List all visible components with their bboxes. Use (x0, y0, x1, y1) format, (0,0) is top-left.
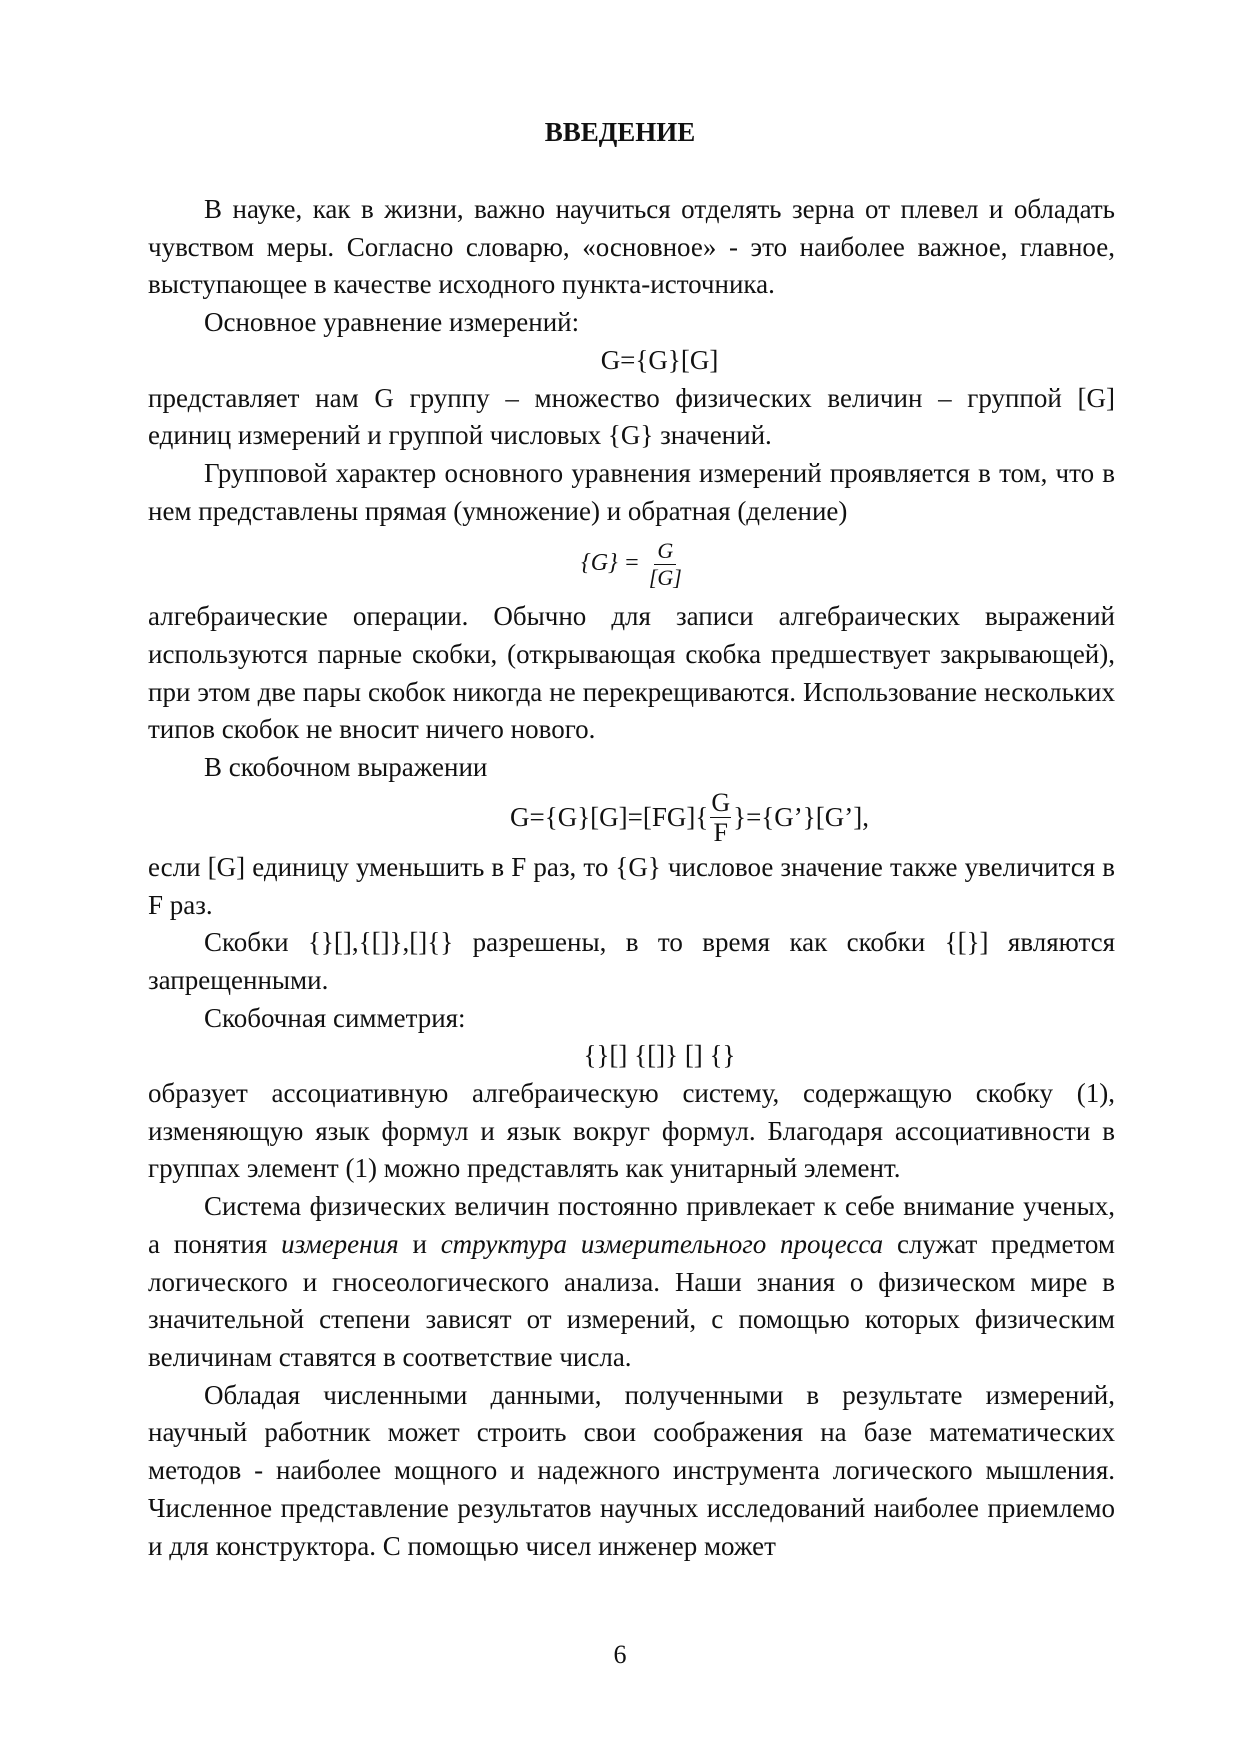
paragraph-equation-intro: Основное уравнение измерений: (204, 307, 580, 338)
fraction-denominator: [G] (648, 564, 682, 590)
formula-right-part: }={G’}[G’], (733, 801, 869, 832)
text-run: и (398, 1228, 441, 1259)
fraction-numerator: G (711, 787, 731, 817)
paragraph-numerical-data: Обладая численными данными, полученными в результате измерений, научный работник может строить свои соображения на базе математических методов - наиболее мощного и надежного инструмента логического мышления. Численное представление результатов научных исследований наиболее приемлемо и для конструктора. С помощью чисел инженер может (148, 1379, 1115, 1561)
paragraph-bracket-expression: В скобочном выражении (204, 752, 488, 783)
fraction (646, 537, 685, 590)
section-heading: ВВЕДЕНИЕ (544, 117, 696, 147)
paragraph-bracket-symmetry: Скобочная симметрия: (204, 1002, 466, 1033)
fraction (710, 787, 731, 847)
formula-fraction-lhs: {G} = (581, 550, 640, 577)
text-run: Система физических величин постоянно привлекает к себе внимание ученых, а понятия (148, 1191, 1115, 1259)
formula-bracket-symmetry: {}[] {[]} [] {} (583, 1040, 736, 1071)
paragraph-associative-system: образует ассоциативную алгебраическую систему, содержащую скобку (1), изменяющую язык формул и язык вокруг формул. Благодаря ассоциативности в группах элемент (1) можно представлять как унитарный элемент. (148, 1078, 1115, 1184)
formula-bracket-expression (148, 787, 1115, 849)
fraction-denominator: F (713, 817, 728, 847)
fraction-numerator: G (654, 540, 676, 565)
page-number: 6 (613, 1640, 627, 1669)
paragraph-group-character: Групповой характер основного уравнения измерений проявляется в том, что в нем представлены прямая (умножение) и обратная (деление) (148, 457, 1115, 526)
body-text (148, 191, 1115, 1565)
paragraph-unit-reduction: если [G] единицу уменьшить в F раз, то {G} числовое значение также увеличится в F раз. (148, 851, 1115, 920)
formula-left-part: G={G}[G]=[FG]{ (510, 801, 709, 832)
formula-basic-equation: G={G}[G] (600, 344, 719, 375)
paragraph-allowed-brackets: Скобки {}[],{[]},[]{} разрешены, в то время как скобки {[}] являются запрещенными. (148, 927, 1115, 995)
paragraph-group-description: представляет нам G группу – множество физических величин – группой [G] единиц измерений и группой числовых {G} значений. (148, 382, 1115, 451)
emphasis-measurement: измерения (281, 1228, 399, 1259)
paragraph-intro: В науке, как в жизни, важно научиться отделять зерна от плевел и обладать чувством меры. Согласно словарю, «основное» - это наиболее важное, главное, выступающее в качестве исходного пункта-источника. (148, 194, 1115, 300)
paragraph-brackets: алгебраические операции. Обычно для записи алгебраических выражений используются парные скобки, (открывающая скобка предшествует закрывающей), при этом две пары скобок никогда не перекрещиваются. Использование нескольких типов скобок не вносит ничего нового. (148, 601, 1115, 745)
emphasis-process-structure: структура измерительного процесса (440, 1228, 884, 1259)
paragraph-physical-quantities (148, 1188, 1115, 1377)
formula-fraction-g (151, 530, 1115, 598)
text-run: служат предметом логического и гносеологического анализа. Наши знания о физическом мире в значительной степени зависят от измерений, с помощью которых физическим величинам ставятся в соответствие числа. (148, 1228, 1115, 1372)
